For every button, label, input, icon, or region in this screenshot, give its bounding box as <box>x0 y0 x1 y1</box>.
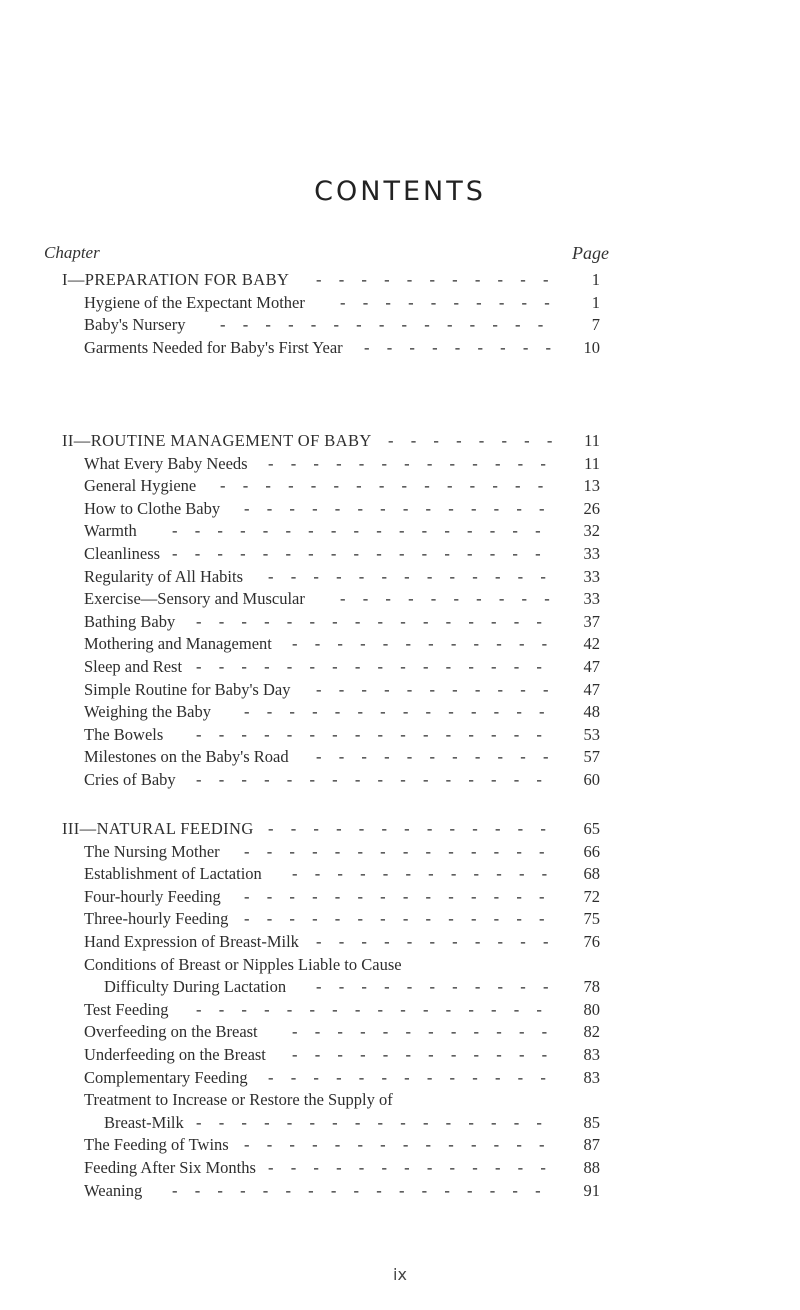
toc-entry <box>0 292 800 314</box>
toc-entry-page: 13 <box>583 476 600 496</box>
toc-entry-continuation-page: 85 <box>583 1112 600 1132</box>
chapter-heading-leader: ------------- <box>268 819 564 838</box>
toc-entry <box>0 769 800 791</box>
toc-entry-leader: --------------- <box>220 315 561 335</box>
chapter-heading <box>0 818 800 840</box>
toc-entry-label: What Every Baby Needs <box>84 453 248 473</box>
toc-entry-leader: ------------- <box>268 1067 564 1087</box>
toc-entry-page: 66 <box>583 841 600 861</box>
toc-entry-label: Test Feeding <box>84 999 169 1019</box>
toc-entry-page: 75 <box>583 909 600 929</box>
chapter-heading-page: 65 <box>583 819 600 838</box>
toc-entry-leader: ---------------- <box>196 724 560 744</box>
toc-entry <box>0 314 800 336</box>
toc-entry-continuation-page: 78 <box>583 977 600 997</box>
toc-entry <box>0 863 800 885</box>
toc-entry-label: Complementary Feeding <box>84 1067 248 1087</box>
toc-entry-label: Conditions of Breast or Nipples Liable to Cause <box>84 954 402 974</box>
toc-entry-label: Warmth <box>84 521 137 541</box>
chapter-heading-page: 1 <box>591 270 600 289</box>
toc-entry-label: Overfeeding on the Breast <box>84 1022 258 1042</box>
toc-entry <box>0 1134 800 1156</box>
toc-entry-page: 82 <box>583 1022 600 1042</box>
toc-entry-label: Weaning <box>84 1180 143 1200</box>
toc-entry-leader: ------------ <box>292 1022 565 1042</box>
toc-entry-leader: ----------- <box>316 679 566 699</box>
toc-entry-leader: ----------- <box>316 932 566 951</box>
toc-entry-leader: ------------ <box>292 1045 565 1064</box>
toc-entry <box>0 543 800 565</box>
toc-entry <box>0 931 800 953</box>
toc-entry-leader: --------------- <box>220 476 561 496</box>
toc-entry-page: 72 <box>583 886 600 906</box>
toc-entry-page: 91 <box>583 1180 600 1200</box>
toc-entry-leader: ---------------- <box>196 611 560 631</box>
chapter-heading <box>0 430 800 452</box>
toc-entry-leader: ----------------- <box>172 544 558 563</box>
toc-entry-label: Cries of Baby <box>84 770 176 789</box>
toc-entry-leader: ---------------- <box>196 770 560 789</box>
toc-entry-label: Underfeeding on the Breast <box>84 1045 266 1064</box>
toc-entry <box>0 1180 800 1202</box>
toc-entry-page: 83 <box>583 1045 600 1064</box>
chapter-heading <box>0 269 800 291</box>
chapter-heading-label: I—PREPARATION FOR BABY <box>62 270 290 289</box>
page-number-footer: ix <box>393 1265 407 1284</box>
toc-entry-page: 42 <box>583 634 600 654</box>
toc-entry-leader: ----------------- <box>172 1180 558 1200</box>
toc-entry <box>0 633 800 655</box>
toc-entry <box>0 611 800 633</box>
toc-entry-leader: ------------ <box>292 634 565 654</box>
toc-entry-page: 87 <box>583 1135 600 1155</box>
toc-entry-label: Regularity of All Habits <box>84 566 244 586</box>
toc-entry-page: 26 <box>583 498 600 518</box>
toc-entry-leader: ------------- <box>268 566 564 586</box>
toc-entry-page: 37 <box>583 611 600 631</box>
toc-entry-leader: --------- <box>364 337 569 357</box>
toc-entry-page: 47 <box>583 679 600 699</box>
toc-entry-label: Three-hourly Feeding <box>84 909 229 929</box>
toc-entry-label: Exercise—Sensory and Muscular <box>84 589 305 609</box>
toc-entry-page: 7 <box>591 315 600 335</box>
toc-entry-label: The Feeding of Twins <box>84 1135 229 1155</box>
toc-entry-label: The Bowels <box>84 724 164 744</box>
toc-entry <box>0 1067 800 1089</box>
toc-entry-page: 53 <box>583 724 600 744</box>
toc-entry-label: Weighing the Baby <box>84 702 211 722</box>
chapter-heading-page: 11 <box>584 431 600 450</box>
toc-entry-leader: -------------- <box>244 886 562 906</box>
toc-entry-label: Milestones on the Baby's Road <box>84 747 289 767</box>
toc-entry-leader: ---------------- <box>196 657 560 676</box>
toc-entry-leader: ----------- <box>316 747 566 767</box>
toc-entry-continuation <box>0 1112 800 1134</box>
toc-entry-leader: ---------------- <box>196 999 560 1019</box>
toc-entry-page: 32 <box>583 521 600 541</box>
toc-entry-leader: -------------- <box>244 498 562 518</box>
toc-entry <box>0 1089 800 1111</box>
toc-entry-label: Hygiene of the Expectant Mother <box>84 292 305 312</box>
toc-entry-leader: ---------- <box>340 292 567 312</box>
toc-entry-page: 48 <box>583 702 600 722</box>
toc-entry <box>0 1021 800 1043</box>
toc-entry-continuation-label: Breast-Milk <box>104 1112 184 1132</box>
toc-entry <box>0 908 800 930</box>
toc-entry-page: 88 <box>583 1158 600 1177</box>
toc-entry <box>0 1157 800 1179</box>
toc-entry-continuation-leader: ----------- <box>316 977 566 997</box>
toc-entry <box>0 337 800 359</box>
toc-entry-page: 33 <box>583 566 600 586</box>
toc-entry-label: Simple Routine for Baby's Day <box>84 679 291 699</box>
toc-entry-page: 47 <box>583 657 600 676</box>
toc-entry-page: 76 <box>583 932 600 951</box>
toc-entry <box>0 498 800 520</box>
toc-entry <box>0 679 800 701</box>
toc-entry <box>0 999 800 1021</box>
toc-entry-page: 80 <box>583 999 600 1019</box>
toc-entry-label: Garments Needed for Baby's First Year <box>84 337 343 357</box>
toc-entry-page: 11 <box>584 453 600 473</box>
toc-entry-page: 83 <box>583 1067 600 1087</box>
toc-entry-page: 68 <box>583 864 600 884</box>
toc-entry <box>0 841 800 863</box>
toc-entry-continuation <box>0 976 800 998</box>
toc-entry-label: Cleanliness <box>84 544 161 563</box>
chapter-column-header: Chapter <box>44 243 100 262</box>
toc-entry <box>0 656 800 678</box>
page-title: CONTENTS <box>314 176 486 207</box>
toc-entry <box>0 701 800 723</box>
toc-entry <box>0 886 800 908</box>
toc-entry <box>0 1044 800 1066</box>
toc-entry-leader: -------------- <box>244 702 562 722</box>
toc-entry-leader: ----------------- <box>172 521 558 541</box>
toc-entry-page: 33 <box>583 589 600 609</box>
toc-entry-label: The Nursing Mother <box>84 841 220 861</box>
toc-entry <box>0 724 800 746</box>
toc-entry-page: 1 <box>591 292 600 312</box>
toc-entry-page: 10 <box>583 337 600 357</box>
toc-entry-page: 60 <box>583 770 600 789</box>
toc-entry-leader: -------------- <box>244 841 562 861</box>
toc-entry-label: Four-hourly Feeding <box>84 886 221 906</box>
page-column-header: Page <box>572 243 609 263</box>
toc-entry-label: General Hygiene <box>84 476 197 496</box>
toc-entry-label: How to Clothe Baby <box>84 498 221 518</box>
toc-entry <box>0 588 800 610</box>
toc-entry-label: Feeding After Six Months <box>84 1158 256 1177</box>
toc-entry <box>0 954 800 976</box>
toc-entry-leader: ------------- <box>268 453 564 473</box>
toc-entry-label: Sleep and Rest <box>84 657 183 676</box>
toc-entry-leader: ---------- <box>340 589 567 609</box>
toc-entry-leader: ------------- <box>268 1158 564 1177</box>
toc-entry-leader: ------------ <box>292 864 565 884</box>
toc-entry <box>0 566 800 588</box>
chapter-heading-label: III—NATURAL FEEDING <box>62 819 254 838</box>
chapter-heading-leader: -------- <box>388 431 570 450</box>
toc-entry-continuation-label: Difficulty During Lactation <box>104 977 287 997</box>
toc-entry-page: 33 <box>583 544 600 563</box>
toc-entry-label: Hand Expression of Breast-Milk <box>84 932 299 951</box>
toc-entry-label: Mothering and Management <box>84 634 272 654</box>
toc-entry <box>0 475 800 497</box>
toc-entry <box>0 453 800 475</box>
toc-entry-label: Bathing Baby <box>84 611 176 631</box>
toc-entry-label: Establishment of Lactation <box>84 864 262 884</box>
toc-entry <box>0 746 800 768</box>
toc-entry-leader: -------------- <box>244 1135 562 1155</box>
toc-entry-page: 57 <box>583 747 600 767</box>
chapter-heading-label: II—ROUTINE MANAGEMENT OF BABY <box>62 431 372 450</box>
chapter-heading-leader: ----------- <box>316 270 566 289</box>
toc-entry-label: Baby's Nursery <box>84 315 186 335</box>
toc-entry-label: Treatment to Increase or Restore the Supply of <box>84 1090 393 1110</box>
toc-entry-leader: -------------- <box>244 909 562 929</box>
toc-entry-continuation-leader: ---------------- <box>196 1112 560 1132</box>
toc-entry <box>0 520 800 542</box>
